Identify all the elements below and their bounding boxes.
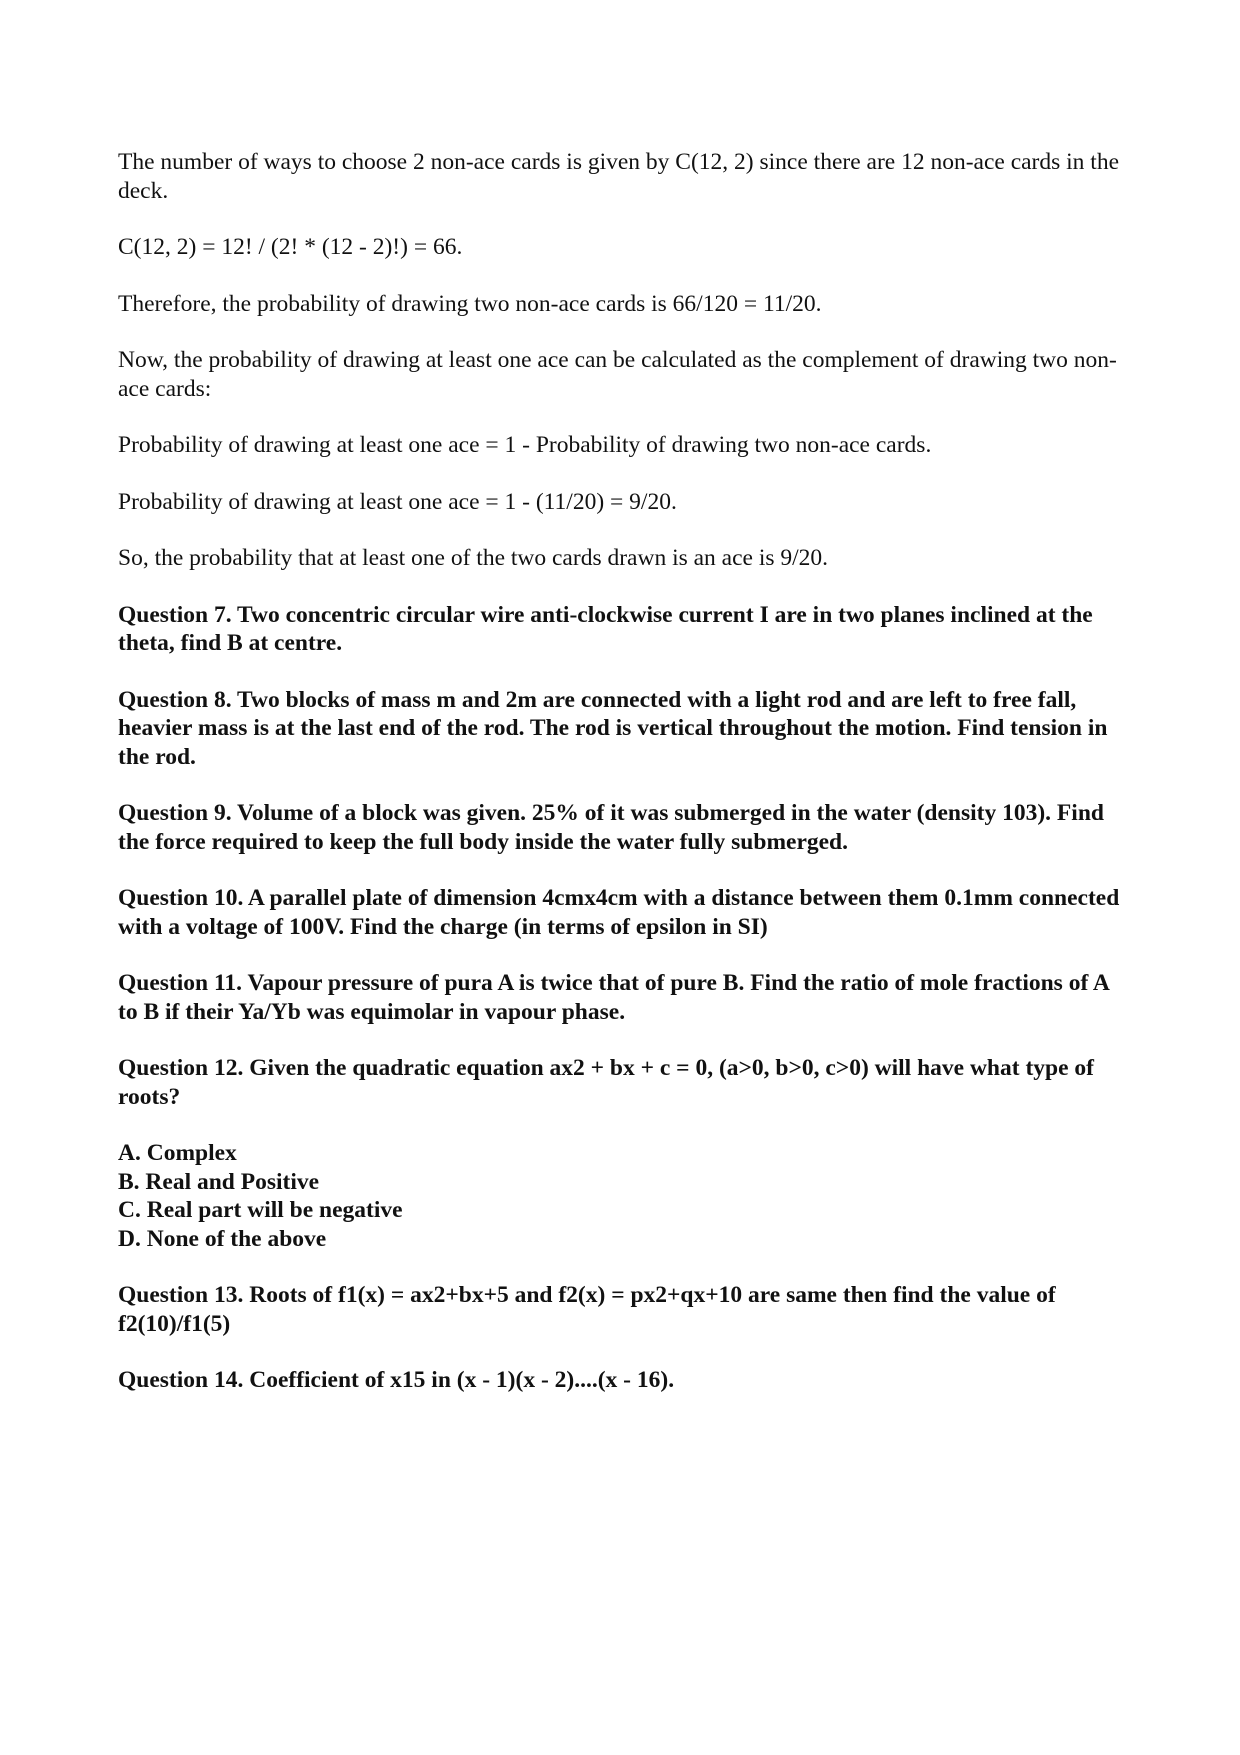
question-12: Question 12. Given the quadratic equation ax2 + bx + c = 0, (a>0, b>0, c>0) will have what type of roots? [118,1055,1094,1110]
option-b: B. Real and Positive [118,1168,320,1195]
question-7: Question 7. Two concentric circular wire anti-clockwise current I are in two planes inclined at the theta, find B at centre. [118,601,1093,656]
question-9: Question 9. Volume of a block was given. 25% of it was submerged in the water (density 103). Find the force required to keep the full body inside the water fully submerged. [118,800,1104,855]
question-8: Question 8. Two blocks of mass m and 2m are connected with a light rod and are left to free fall, heavier mass is at the last end of the rod. The rod is vertical throughout the motion. Find tension in the rod. [118,686,1108,770]
option-c: C. Real part will be negative [118,1197,403,1223]
paragraph-complement-result: Probability of drawing at least one ace = 1 - (11/20) = 9/20. [118,488,677,515]
paragraph-combination-calc: C(12, 2) = 12! / (2! * (12 - 2)!) = 66. [118,234,463,260]
option-d: D. None of the above [118,1225,327,1252]
paragraph-complement-intro: Now, the probability of drawing at least one ace can be calculated as the complement of drawing two non-ace cards: [118,347,1117,402]
paragraph-complement-formula: Probability of drawing at least one ace = 1 - Probability of drawing two non-ace cards. [118,432,932,458]
option-a: A. Complex [118,1140,237,1166]
paragraph-conclusion: So, the probability that at least one of the two cards drawn is an ace is 9/20. [118,545,829,571]
paragraph-non-ace-probability: Therefore, the probability of drawing two non-ace cards is 66/120 = 11/20. [118,290,822,317]
paragraph-non-ace-ways: The number of ways to choose 2 non-ace cards is given by C(12, 2) since there are 12 non-ace cards in the deck. [118,149,1120,204]
document-content [118,148,1128,1423]
question-10: Question 10. A parallel plate of dimension 4cmx4cm with a distance between them 0.1mm connected with a voltage of 100V. Find the charge (in terms of epsilon in SI) [118,885,1120,940]
question-13: Question 13. Roots of f1(x) = ax2+bx+5 and f2(x) = px2+qx+10 are same then find the value of f2(10)/f1(5) [118,1282,1056,1337]
question-12-options [118,1139,1128,1253]
question-11: Question 11. Vapour pressure of pura A is twice that of pure B. Find the ratio of mole fractions of A to B if their Ya/Yb was equimolar in vapour phase. [118,970,1109,1025]
question-14: Question 14. Coefficient of x15 in (x - 1)(x - 2)....(x - 16). [118,1367,675,1393]
